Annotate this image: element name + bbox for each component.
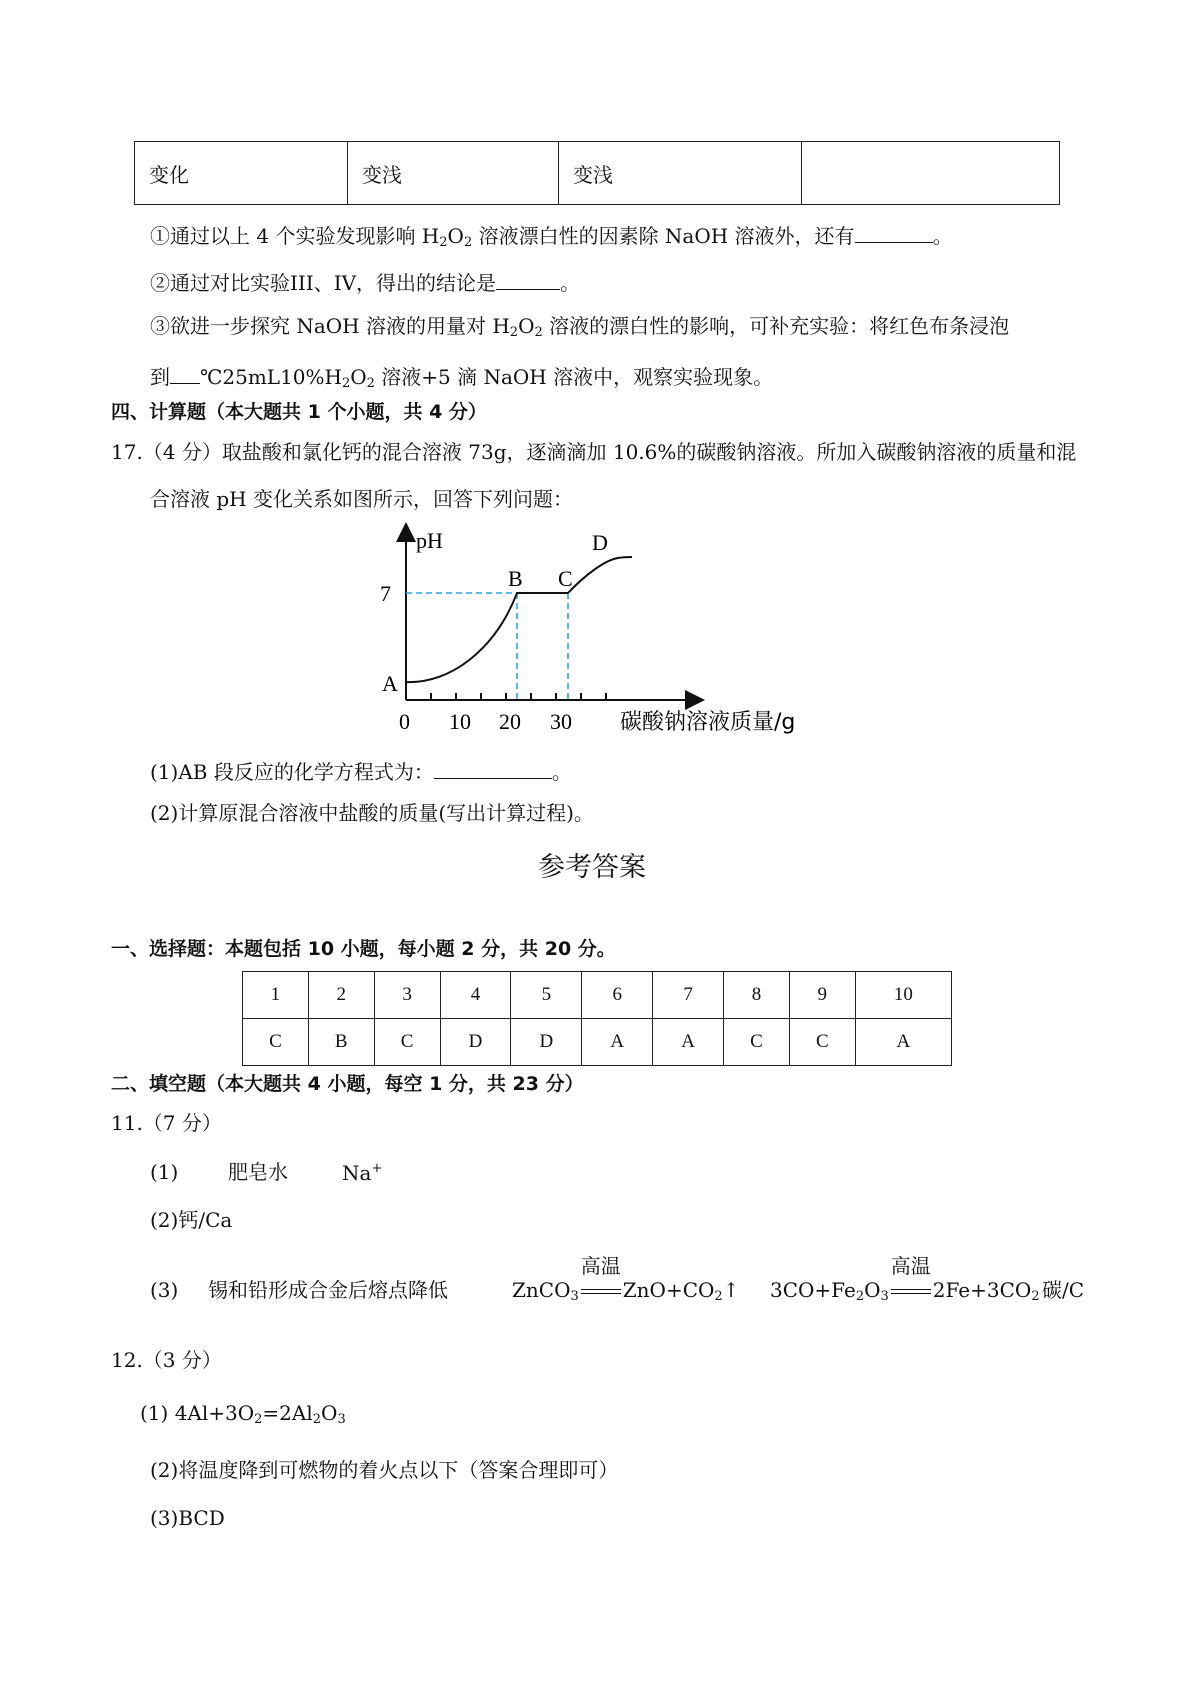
q11-part1-answer-a: 肥皂水	[228, 1160, 288, 1184]
table-cell: C	[724, 1019, 790, 1066]
point-label-c: C	[558, 566, 573, 591]
q17-line2: 合溶液 pH 变化关系如图所示，回答下列问题：	[150, 487, 573, 511]
x-axis-label: 碳酸钠溶液质量/g	[620, 710, 796, 735]
experiment-table-row	[134, 141, 1060, 205]
q11-part3-answer-c: 碳/C	[1042, 1278, 1085, 1302]
table-cell: 5	[511, 972, 582, 1019]
table-cell: C	[374, 1019, 440, 1066]
table-cell: 10	[855, 972, 951, 1019]
q17-line1: 17.（4 分）取盐酸和氯化钙的混合溶液 73g，逐滴滴加 10.6%的碳酸钠溶液。所加入碳酸钠溶液的质量和混	[111, 440, 1077, 464]
x-tick-20: 20	[499, 709, 521, 734]
point-label-a: A	[382, 671, 398, 696]
q16-line1: ①通过以上 4 个实验发现影响 $H_2O_2$ 溶液漂白性的因素除 NaOH 溶液外，还有 。	[150, 224, 953, 250]
answer-blank[interactable]	[855, 222, 933, 243]
table-cell	[802, 142, 1060, 205]
table-cell: C	[789, 1019, 855, 1066]
q11-part3-num: (3)	[150, 1278, 179, 1302]
q17-sub2: (2)计算原混合溶液中盐酸的质量(写出计算过程)。	[150, 801, 594, 825]
q17-sub1: (1)AB 段反应的化学方程式为： 。	[150, 760, 572, 784]
q11-heading: 11.（7 分）	[111, 1111, 222, 1135]
x-ticks	[406, 693, 606, 700]
table-cell: 6	[582, 972, 653, 1019]
table-cell: 3	[374, 972, 440, 1019]
table-cell: B	[308, 1019, 374, 1066]
point-label-b: B	[508, 566, 523, 591]
answer-table	[242, 971, 952, 1066]
q11-part1-num: (1)	[150, 1160, 179, 1184]
q12-part1: (1) $4Al+3O_2=2Al_2O_3$	[140, 1401, 346, 1427]
table-cell: A	[855, 1019, 951, 1066]
answer-blank[interactable]	[496, 269, 560, 290]
section-heading: 二、填空题（本大题共 4 小题，每空 1 分，共 23 分）	[111, 1073, 584, 1095]
section-heading: 四、计算题（本大题共 1 个小题，共 4 分）	[111, 401, 487, 423]
q16-line2: ②通过对比实验III、IV，得出的结论是 。	[150, 271, 581, 295]
x-tick-30: 30	[550, 709, 572, 734]
ph-chart	[370, 520, 830, 740]
q11-part1-answer-b: Na+	[342, 1161, 383, 1185]
answer-blank[interactable]	[170, 363, 200, 384]
section-heading: 一、选择题：本题包括 10 小题，每小题 2 分，共 20 分。	[111, 938, 616, 960]
y-tick-7: 7	[380, 581, 391, 606]
table-row	[243, 972, 952, 1019]
table-cell: C	[243, 1019, 309, 1066]
q11-part2: (2)钙/Ca	[150, 1208, 233, 1232]
q16-line4: 到 $℃25mL10\%H_2O_2$ 溶液+5 滴 NaOH 溶液中，观察实验现象。	[150, 365, 774, 391]
x-tick-0: 0	[399, 709, 410, 734]
q12-part2: (2)将温度降到可燃物的着火点以下（答案合理即可）	[150, 1458, 619, 1482]
equation-iron-oxide: $3CO+Fe_2O_3$ 高温 $2Fe+3CO_2$	[770, 1254, 1040, 1304]
equation-zinc-carbonate: ZnCO$_3$ 高温 $ZnO+CO_2↑$	[512, 1254, 740, 1304]
q11-part3-answer-a: 锡和铅形成合金后熔点降低	[208, 1278, 448, 1302]
table-cell: 4	[440, 972, 511, 1019]
table-cell: 2	[308, 972, 374, 1019]
table-cell: A	[582, 1019, 653, 1066]
table-cell: A	[653, 1019, 724, 1066]
table-cell: 1	[243, 972, 309, 1019]
table-cell: 变化	[135, 142, 348, 205]
x-tick-10: 10	[449, 709, 471, 734]
y-axis-label: pH	[416, 528, 443, 553]
q12-part3: (3)BCD	[150, 1506, 225, 1530]
table-cell: 9	[789, 972, 855, 1019]
table-row	[243, 1019, 952, 1066]
table-cell: 8	[724, 972, 790, 1019]
q16-line3: ③欲进一步探究 NaOH 溶液的用量对 $H_2O_2$ 溶液的漂白性的影响，可补充实验：将红色布条浸泡	[150, 314, 1010, 340]
table-cell: 变浅	[348, 142, 559, 205]
answer-blank[interactable]	[434, 758, 552, 779]
table-cell: D	[440, 1019, 511, 1066]
point-label-d: D	[592, 530, 608, 555]
q12-heading: 12.（3 分）	[111, 1348, 222, 1372]
table-cell: D	[511, 1019, 582, 1066]
table-cell: 变浅	[559, 142, 802, 205]
answers-title: 参考答案	[538, 852, 646, 883]
table-cell: 7	[653, 972, 724, 1019]
